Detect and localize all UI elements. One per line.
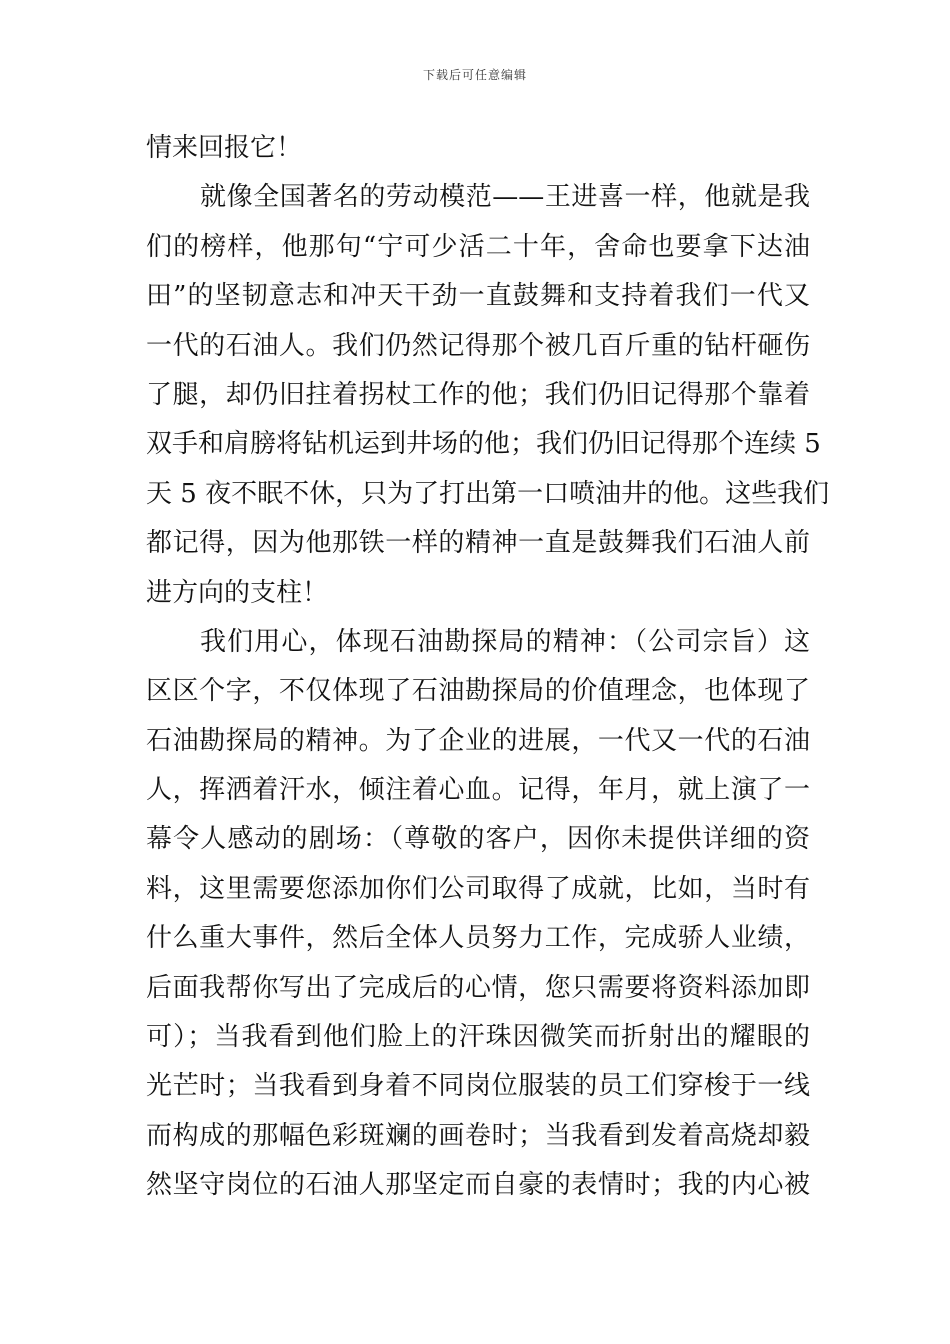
- text-line: 可）；当我看到他们脸上的汗珠因微笑而折射出的耀眼的: [146, 1022, 810, 1053]
- text-line: 们的榜样，他那句“宁可少活二十年，舍命也要拿下达油: [146, 231, 810, 262]
- text-line: 情来回报它！: [146, 133, 303, 163]
- text-line: 都记得，因为他那铁一样的精神一直是鼓舞我们石油人前: [146, 528, 810, 559]
- text-line: 料，这里需要您添加你们公司取得了成就，比如，当时有: [146, 873, 810, 904]
- text-line: 光芒时；当我看到身着不同岗位服装的员工们穿梭于一线: [146, 1071, 810, 1102]
- text-line: 就像全国著名的劳动模范——王进喜一样，他就是我: [200, 182, 810, 213]
- text-line: 进方向的支柱！: [146, 577, 329, 608]
- text-line: 双手和肩膀将钻机运到井场的他；我们仍旧记得那个连续 5: [146, 429, 821, 460]
- text-line: 后面我帮你写出了完成后的心情，您只需要将资料添加即: [146, 972, 810, 1003]
- text-line: 天 5 夜不眠不休，只为了打出第一口喷油井的他。这些我们: [146, 478, 830, 509]
- text-line: 我们用心，体现石油勘探局的精神：（公司宗旨）这: [200, 626, 810, 657]
- text-line: 区区个字，不仅体现了石油勘探局的价值理念，也体现了: [146, 676, 810, 707]
- text-line: 了腿，却仍旧拄着拐杖工作的他；我们仍旧记得那个靠着: [146, 379, 810, 410]
- text-line: 然坚守岗位的石油人那坚定而自豪的表情时；我的内心被: [146, 1170, 810, 1201]
- body-text: [146, 124, 830, 1211]
- text-line: 而构成的那幅色彩斑斓的画卷时；当我看到发着高烧却毅: [146, 1120, 810, 1151]
- text-line: 什么重大事件，然后全体人员努力工作，完成骄人业绩，: [146, 923, 810, 954]
- text-line: 石油勘探局的精神。为了企业的进展，一代又一代的石油: [146, 725, 810, 756]
- text-line: 一代的石油人。我们仍然记得那个被几百斤重的钻杆砸伤: [146, 330, 810, 361]
- text-line: 人，挥洒着汗水，倾注着心血。记得，年月，就上演了一: [146, 775, 810, 806]
- text-line: 幕令人感动的剧场：（尊敬的客户，因你未提供详细的资: [146, 824, 810, 855]
- page-header: 下载后可任意编辑: [422, 68, 527, 82]
- text-line: 田”的坚韧意志和冲天干劲一直鼓舞和支持着我们一代又: [146, 281, 810, 312]
